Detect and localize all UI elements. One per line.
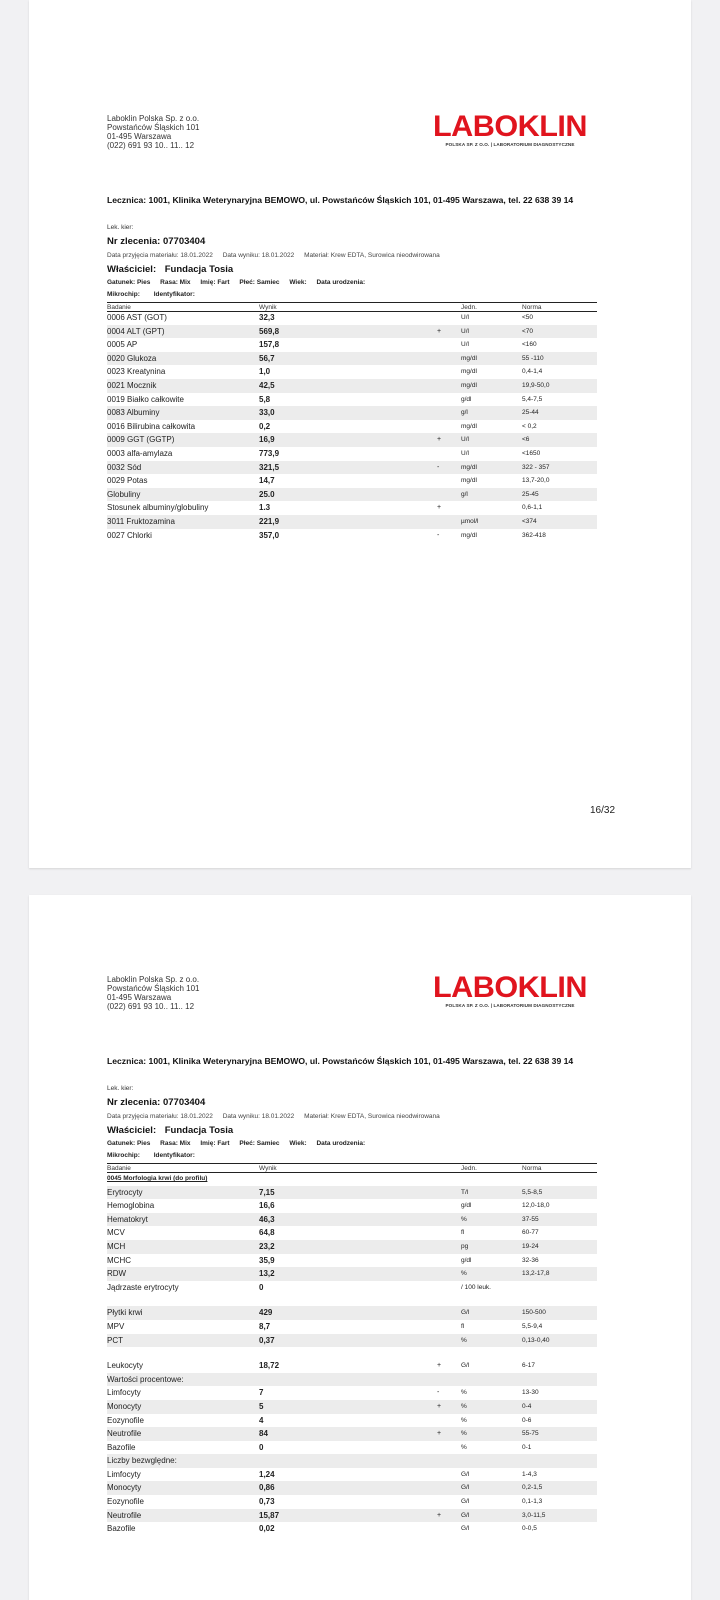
address-line: Powstańców Śląskich 101: [107, 123, 200, 132]
table-row: [107, 1400, 597, 1414]
col-result: Wynik: [259, 1165, 277, 1172]
clinic-line: Lecznica: 1001, Klinika Weterynaryjna BEMOWO, ul. Powstańców Śląskich 101, 01-495 Warszawa, tel. 22 638 39 14: [107, 1056, 574, 1066]
test-name: 0004 ALT (GPT): [107, 326, 165, 336]
unit: G/l: [461, 1498, 470, 1506]
unit: mg/dl: [461, 381, 477, 389]
test-name: Limfocyty: [107, 1388, 141, 1398]
reference-range: 55-75: [522, 1430, 539, 1438]
order-number: Nr zlecenia: 07703404: [107, 236, 206, 247]
result-value: 5: [259, 1401, 264, 1411]
flag-marker: +: [437, 1511, 442, 1519]
pet-name: Imię: Fart: [200, 279, 230, 286]
result-value: 18,72: [259, 1361, 280, 1371]
result-value: 25.0: [259, 489, 275, 499]
table-row: [107, 1427, 597, 1441]
result-value: 0,86: [259, 1483, 275, 1493]
test-name: 0020 Glukoza: [107, 353, 157, 363]
lab-address: [107, 114, 200, 150]
results-table: [107, 1172, 597, 1536]
unit: G/l: [461, 1362, 470, 1370]
reference-range: 362-418: [522, 531, 546, 539]
table-row: [107, 433, 597, 447]
reference-range: 1-4,3: [522, 1470, 537, 1478]
owner-name: Fundacja Tosia: [164, 1125, 234, 1136]
unit: U/l: [461, 449, 469, 457]
unit: g/dl: [461, 1256, 472, 1264]
result-value: 1.3: [259, 503, 271, 513]
result-value: 13,2: [259, 1269, 275, 1279]
report-page-1: [29, 0, 691, 868]
result-value: 7: [259, 1388, 264, 1398]
age: Wiek:: [289, 1140, 307, 1147]
table-row: [107, 1386, 597, 1400]
breed: Rasa: Mix: [160, 1140, 191, 1147]
unit: G/l: [461, 1470, 470, 1478]
unit: G/l: [461, 1511, 470, 1519]
flag-marker: -: [437, 463, 440, 471]
result-value: 8,7: [259, 1321, 271, 1331]
test-name: 0005 AP: [107, 340, 138, 350]
test-name: Erytrocyty: [107, 1187, 143, 1197]
table-row: [107, 1347, 597, 1359]
table-row: [107, 1334, 597, 1348]
pet-name: Imię: Fart: [200, 1140, 230, 1147]
reference-range: 3,0-11,5: [522, 1511, 546, 1519]
owner-line: [107, 1125, 233, 1136]
unit: mg/dl: [461, 422, 477, 430]
test-name: Bazofile: [107, 1524, 136, 1534]
unit: mg/dl: [461, 531, 477, 539]
table-row: [107, 352, 597, 366]
unit: %: [461, 1443, 467, 1451]
logo-subtitle: POLSKA SP. Z O.O. | LABORATORIUM DIAGNOSTYCZNE: [445, 1003, 575, 1008]
logo-subtitle: POLSKA SP. Z O.O. | LABORATORIUM DIAGNOSTYCZNE: [445, 142, 575, 147]
test-name: 0027 Chlorki: [107, 530, 152, 540]
dates-line: [107, 1113, 448, 1120]
table-row: [107, 1186, 597, 1200]
table-row: [107, 393, 597, 407]
unit: mg/dl: [461, 463, 477, 471]
test-name: 0019 Białko całkowite: [107, 394, 184, 404]
owner-name: Fundacja Tosia: [164, 264, 234, 275]
result-value: 35,9: [259, 1255, 275, 1265]
test-name: Hematokryt: [107, 1214, 148, 1224]
address-line: Laboklin Polska Sp. z o.o.: [107, 975, 200, 984]
table-row: [107, 1281, 597, 1295]
laboklin-logo: [430, 112, 590, 147]
test-name: Płytki krwi: [107, 1308, 143, 1318]
table-row: [107, 1240, 597, 1254]
result-value: 1,24: [259, 1469, 275, 1479]
result-value: 0,73: [259, 1497, 275, 1507]
col-norm: Norma: [522, 1165, 542, 1172]
test-name: Eozynofile: [107, 1497, 144, 1507]
reference-range: 0,13-0,40: [522, 1336, 550, 1344]
reference-range: 0,2-1,5: [522, 1484, 543, 1492]
reference-range: 0,4-1,4: [522, 368, 543, 376]
reference-range: 25-45: [522, 490, 539, 498]
unit: mg/dl: [461, 368, 477, 376]
age: Wiek:: [289, 279, 307, 286]
patient-line: [107, 279, 373, 286]
microchip: Mikrochip:: [107, 1152, 140, 1159]
result-value: 221,9: [259, 516, 280, 526]
table-row: [107, 1373, 597, 1387]
reference-range: 150-500: [522, 1309, 546, 1317]
unit: g/l: [461, 490, 468, 498]
reference-range: 12,0-18,0: [522, 1202, 550, 1210]
reference-range: 13,7-20,0: [522, 477, 550, 485]
reference-range: 13,2-17,8: [522, 1270, 550, 1278]
owner-label: Właściciel:: [107, 264, 157, 275]
reference-range: 0-6: [522, 1416, 532, 1424]
result-value: 157,8: [259, 340, 280, 350]
result-value: 84: [259, 1429, 268, 1439]
test-name: Neutrofile: [107, 1510, 142, 1520]
table-row: [107, 1414, 597, 1428]
test-name: Hemoglobina: [107, 1201, 155, 1211]
test-name: 0032 Sód: [107, 462, 142, 472]
col-norm: Norma: [522, 304, 542, 311]
table-row: [107, 1213, 597, 1227]
test-name: Eozynofile: [107, 1415, 144, 1425]
table-row: [107, 1294, 597, 1306]
unit: %: [461, 1389, 467, 1397]
unit: %: [461, 1402, 467, 1410]
result-value: 42,5: [259, 380, 275, 390]
test-name: Limfocyty: [107, 1469, 141, 1479]
reference-range: 0-4: [522, 1402, 532, 1410]
col-test: Badanie: [107, 304, 131, 311]
test-name: MCV: [107, 1228, 125, 1238]
table-row: [107, 1254, 597, 1268]
unit: g/dl: [461, 1202, 472, 1210]
result-value: 357,0: [259, 530, 280, 540]
test-name: 0029 Potas: [107, 476, 148, 486]
reference-range: 0-0,5: [522, 1525, 537, 1533]
species: Gatunek: Pies: [107, 279, 151, 286]
result-value: 32,3: [259, 313, 275, 322]
unit: G/l: [461, 1525, 470, 1533]
address-line: 01-495 Warszawa: [107, 132, 172, 141]
result-value: 16,9: [259, 435, 275, 445]
lab-address: [107, 975, 200, 1011]
reference-range: 19-24: [522, 1242, 539, 1250]
reference-range: 5,5-9,4: [522, 1322, 543, 1330]
result-value: 56,7: [259, 353, 275, 363]
result-value: 64,8: [259, 1228, 275, 1238]
table-row: [107, 1172, 597, 1186]
col-unit: Jedn.: [461, 304, 477, 311]
address-line: Laboklin Polska Sp. z o.o.: [107, 114, 200, 123]
unit: U/l: [461, 314, 469, 321]
reference-range: 0,6-1,1: [522, 504, 543, 512]
result-value: 23,2: [259, 1241, 275, 1251]
table-row: [107, 1320, 597, 1334]
reference-range: 0,1-1,3: [522, 1498, 543, 1506]
flag-marker: +: [437, 1402, 442, 1410]
result-value: 429: [259, 1308, 273, 1318]
unit: U/l: [461, 436, 469, 444]
table-row: [107, 461, 597, 475]
table-row: [107, 447, 597, 461]
unit: %: [461, 1430, 467, 1438]
reference-range: 32-36: [522, 1256, 539, 1264]
col-result: Wynik: [259, 304, 277, 311]
table-row: [107, 365, 597, 379]
flag-marker: +: [437, 436, 442, 444]
unit: g/dl: [461, 395, 472, 403]
result-value: 0,37: [259, 1335, 275, 1345]
unit: %: [461, 1270, 467, 1278]
test-name: RDW: [107, 1269, 127, 1279]
test-name: 0023 Kreatynina: [107, 367, 166, 377]
reference-range: <6: [522, 436, 530, 444]
doctor-label: Lek. kier:: [107, 1085, 134, 1092]
address-line: (022) 691 93 10.. 11.. 12: [107, 141, 195, 150]
test-name: Globuliny: [107, 489, 141, 499]
reference-range: <50: [522, 314, 534, 321]
test-name: MPV: [107, 1321, 125, 1331]
flag-marker: -: [437, 1389, 440, 1397]
test-name: MCHC: [107, 1255, 131, 1265]
result-value: 4: [259, 1415, 264, 1425]
address-line: 01-495 Warszawa: [107, 993, 172, 1002]
table-row: [107, 474, 597, 488]
test-name: Monocyty: [107, 1483, 142, 1493]
test-name: MCH: [107, 1241, 126, 1251]
table-row: [107, 1441, 597, 1455]
test-name: Jądrzaste erytrocyty: [107, 1282, 179, 1292]
test-name: 0045 Morfologia krwi (do profilu): [107, 1175, 208, 1182]
logo-wordmark: LABOKLIN: [432, 971, 587, 1004]
material: Materiał: Krew EDTA, Surowica nieodwirowana: [304, 1113, 440, 1120]
reference-range: < 0,2: [522, 422, 537, 430]
result-value: 0,02: [259, 1524, 275, 1534]
date-received: Data przyjęcia materiału: 18.01.2022: [107, 252, 213, 259]
order-number: Nr zlecenia: 07703404: [107, 1097, 206, 1108]
reference-range: <70: [522, 327, 534, 335]
result-value: 46,3: [259, 1214, 275, 1224]
report-page-2: [29, 895, 691, 1600]
test-name: PCT: [107, 1335, 123, 1345]
test-name: Leukocyty: [107, 1361, 144, 1371]
flag-marker: -: [437, 531, 440, 539]
address-line: (022) 691 93 10.. 11.. 12: [107, 1002, 195, 1011]
test-name: Monocyty: [107, 1401, 142, 1411]
test-name: 0003 alfa-amylaza: [107, 448, 173, 458]
reference-range: 5,4-7,5: [522, 395, 543, 403]
unit: fl: [461, 1229, 465, 1237]
result-value: 0: [259, 1282, 264, 1292]
reference-range: <160: [522, 341, 537, 349]
result-value: 33,0: [259, 408, 275, 418]
table-row: [107, 1199, 597, 1213]
material: Materiał: Krew EDTA, Surowica nieodwirowana: [304, 252, 440, 259]
test-name: 3011 Fruktozamina: [107, 516, 175, 526]
microchip: Mikrochip:: [107, 291, 140, 298]
unit: / 100 leuk.: [461, 1283, 491, 1291]
unit: g/l: [461, 409, 468, 417]
unit: fl: [461, 1322, 465, 1330]
sex: Płeć: Samiec: [239, 1140, 280, 1147]
table-row: [107, 1359, 597, 1373]
flag-marker: +: [437, 1362, 442, 1370]
table-row: [107, 420, 597, 434]
table-row: [107, 1509, 597, 1523]
reference-range: 13-30: [522, 1389, 539, 1397]
result-value: 16,6: [259, 1201, 275, 1211]
identifier: Identyfikator:: [153, 1152, 195, 1159]
unit: %: [461, 1215, 467, 1223]
reference-range: 0-1: [522, 1443, 532, 1451]
reference-range: 19,9-50,0: [522, 381, 550, 389]
logo-wordmark: LABOKLIN: [432, 110, 587, 143]
table-row: [107, 406, 597, 420]
unit: mg/dl: [461, 354, 477, 362]
date-result: Data wyniku: 18.01.2022: [222, 1113, 295, 1120]
reference-range: 55 -110: [522, 354, 544, 362]
table-row: [107, 1226, 597, 1240]
birth-date: Data urodzenia:: [316, 1140, 366, 1147]
table-row: [107, 1454, 597, 1468]
owner-label: Właściciel:: [107, 1125, 157, 1136]
species: Gatunek: Pies: [107, 1140, 151, 1147]
table-row: [107, 338, 597, 352]
reference-range: 60-77: [522, 1229, 539, 1237]
table-row: [107, 1481, 597, 1495]
table-row: [107, 515, 597, 529]
unit: %: [461, 1336, 467, 1344]
table-row: [107, 1267, 597, 1281]
result-value: 321,5: [259, 462, 280, 472]
reference-range: 25-44: [522, 409, 539, 417]
sex: Płeć: Samiec: [239, 279, 280, 286]
owner-line: [107, 264, 233, 275]
unit: G/l: [461, 1484, 470, 1492]
table-row: [107, 379, 597, 393]
clinic-line: Lecznica: 1001, Klinika Weterynaryjna BEMOWO, ul. Powstańców Śląskich 101, 01-495 Warszawa, tel. 22 638 39 14: [107, 195, 574, 205]
test-name: Liczby bezwględne:: [107, 1456, 177, 1466]
result-value: 7,15: [259, 1187, 275, 1197]
laboklin-logo: [430, 973, 590, 1008]
test-name: Neutrofile: [107, 1429, 142, 1439]
unit: mg/dl: [461, 477, 477, 485]
test-name: Stosunek albuminy/globuliny: [107, 503, 209, 513]
unit: pg: [461, 1242, 469, 1250]
reference-range: 322 - 357: [522, 463, 550, 471]
test-name: 0006 AST (GOT): [107, 313, 167, 322]
patient-line: [107, 1140, 373, 1147]
table-row: [107, 1522, 597, 1536]
reference-range: <374: [522, 517, 537, 525]
table-row: [107, 1468, 597, 1482]
unit: µmol/l: [461, 517, 479, 525]
test-name: 0021 Mocznik: [107, 380, 157, 390]
result-value: 14,7: [259, 476, 275, 486]
reference-range: <1650: [522, 449, 541, 457]
test-name: 0016 Bilirubina całkowita: [107, 421, 196, 431]
unit: U/l: [461, 327, 469, 335]
date-result: Data wyniku: 18.01.2022: [222, 252, 295, 259]
result-value: 569,8: [259, 326, 280, 336]
unit: U/l: [461, 341, 469, 349]
result-value: 0: [259, 1442, 264, 1452]
chip-line: [107, 1152, 207, 1159]
date-received: Data przyjęcia materiału: 18.01.2022: [107, 1113, 213, 1120]
unit: %: [461, 1416, 467, 1424]
flag-marker: +: [437, 1430, 442, 1438]
table-row: [107, 488, 597, 502]
test-name: Wartości procentowe:: [107, 1374, 184, 1384]
table-row: [107, 325, 597, 339]
reference-range: 5,5-8,5: [522, 1188, 543, 1196]
unit: G/l: [461, 1309, 470, 1317]
results-table: [107, 311, 597, 542]
table-row: [107, 1306, 597, 1320]
result-value: 1,0: [259, 367, 271, 377]
breed: Rasa: Mix: [160, 279, 191, 286]
result-value: 773,9: [259, 448, 280, 458]
flag-marker: +: [437, 327, 442, 335]
doctor-label: Lek. kier:: [107, 224, 134, 231]
unit: T/l: [461, 1188, 469, 1196]
identifier: Identyfikator:: [153, 291, 195, 298]
dates-line: [107, 252, 448, 259]
table-row: [107, 529, 597, 543]
reference-range: 37-55: [522, 1215, 539, 1223]
table-row: [107, 311, 597, 325]
reference-range: 6-17: [522, 1362, 536, 1370]
page-number: 16/32: [590, 805, 616, 816]
address-line: Powstańców Śląskich 101: [107, 984, 200, 993]
result-value: 0,2: [259, 421, 271, 431]
chip-line: [107, 291, 207, 298]
col-unit: Jedn.: [461, 1165, 477, 1172]
test-name: 0009 GGT (GGTP): [107, 435, 175, 445]
flag-marker: +: [437, 504, 442, 512]
test-name: Bazofile: [107, 1442, 136, 1452]
test-name: 0083 Albuminy: [107, 408, 160, 418]
table-row: [107, 1495, 597, 1509]
col-test: Badanie: [107, 1165, 131, 1172]
result-value: 15,87: [259, 1510, 280, 1520]
birth-date: Data urodzenia:: [316, 279, 366, 286]
result-value: 5,8: [259, 394, 271, 404]
table-row: [107, 501, 597, 515]
